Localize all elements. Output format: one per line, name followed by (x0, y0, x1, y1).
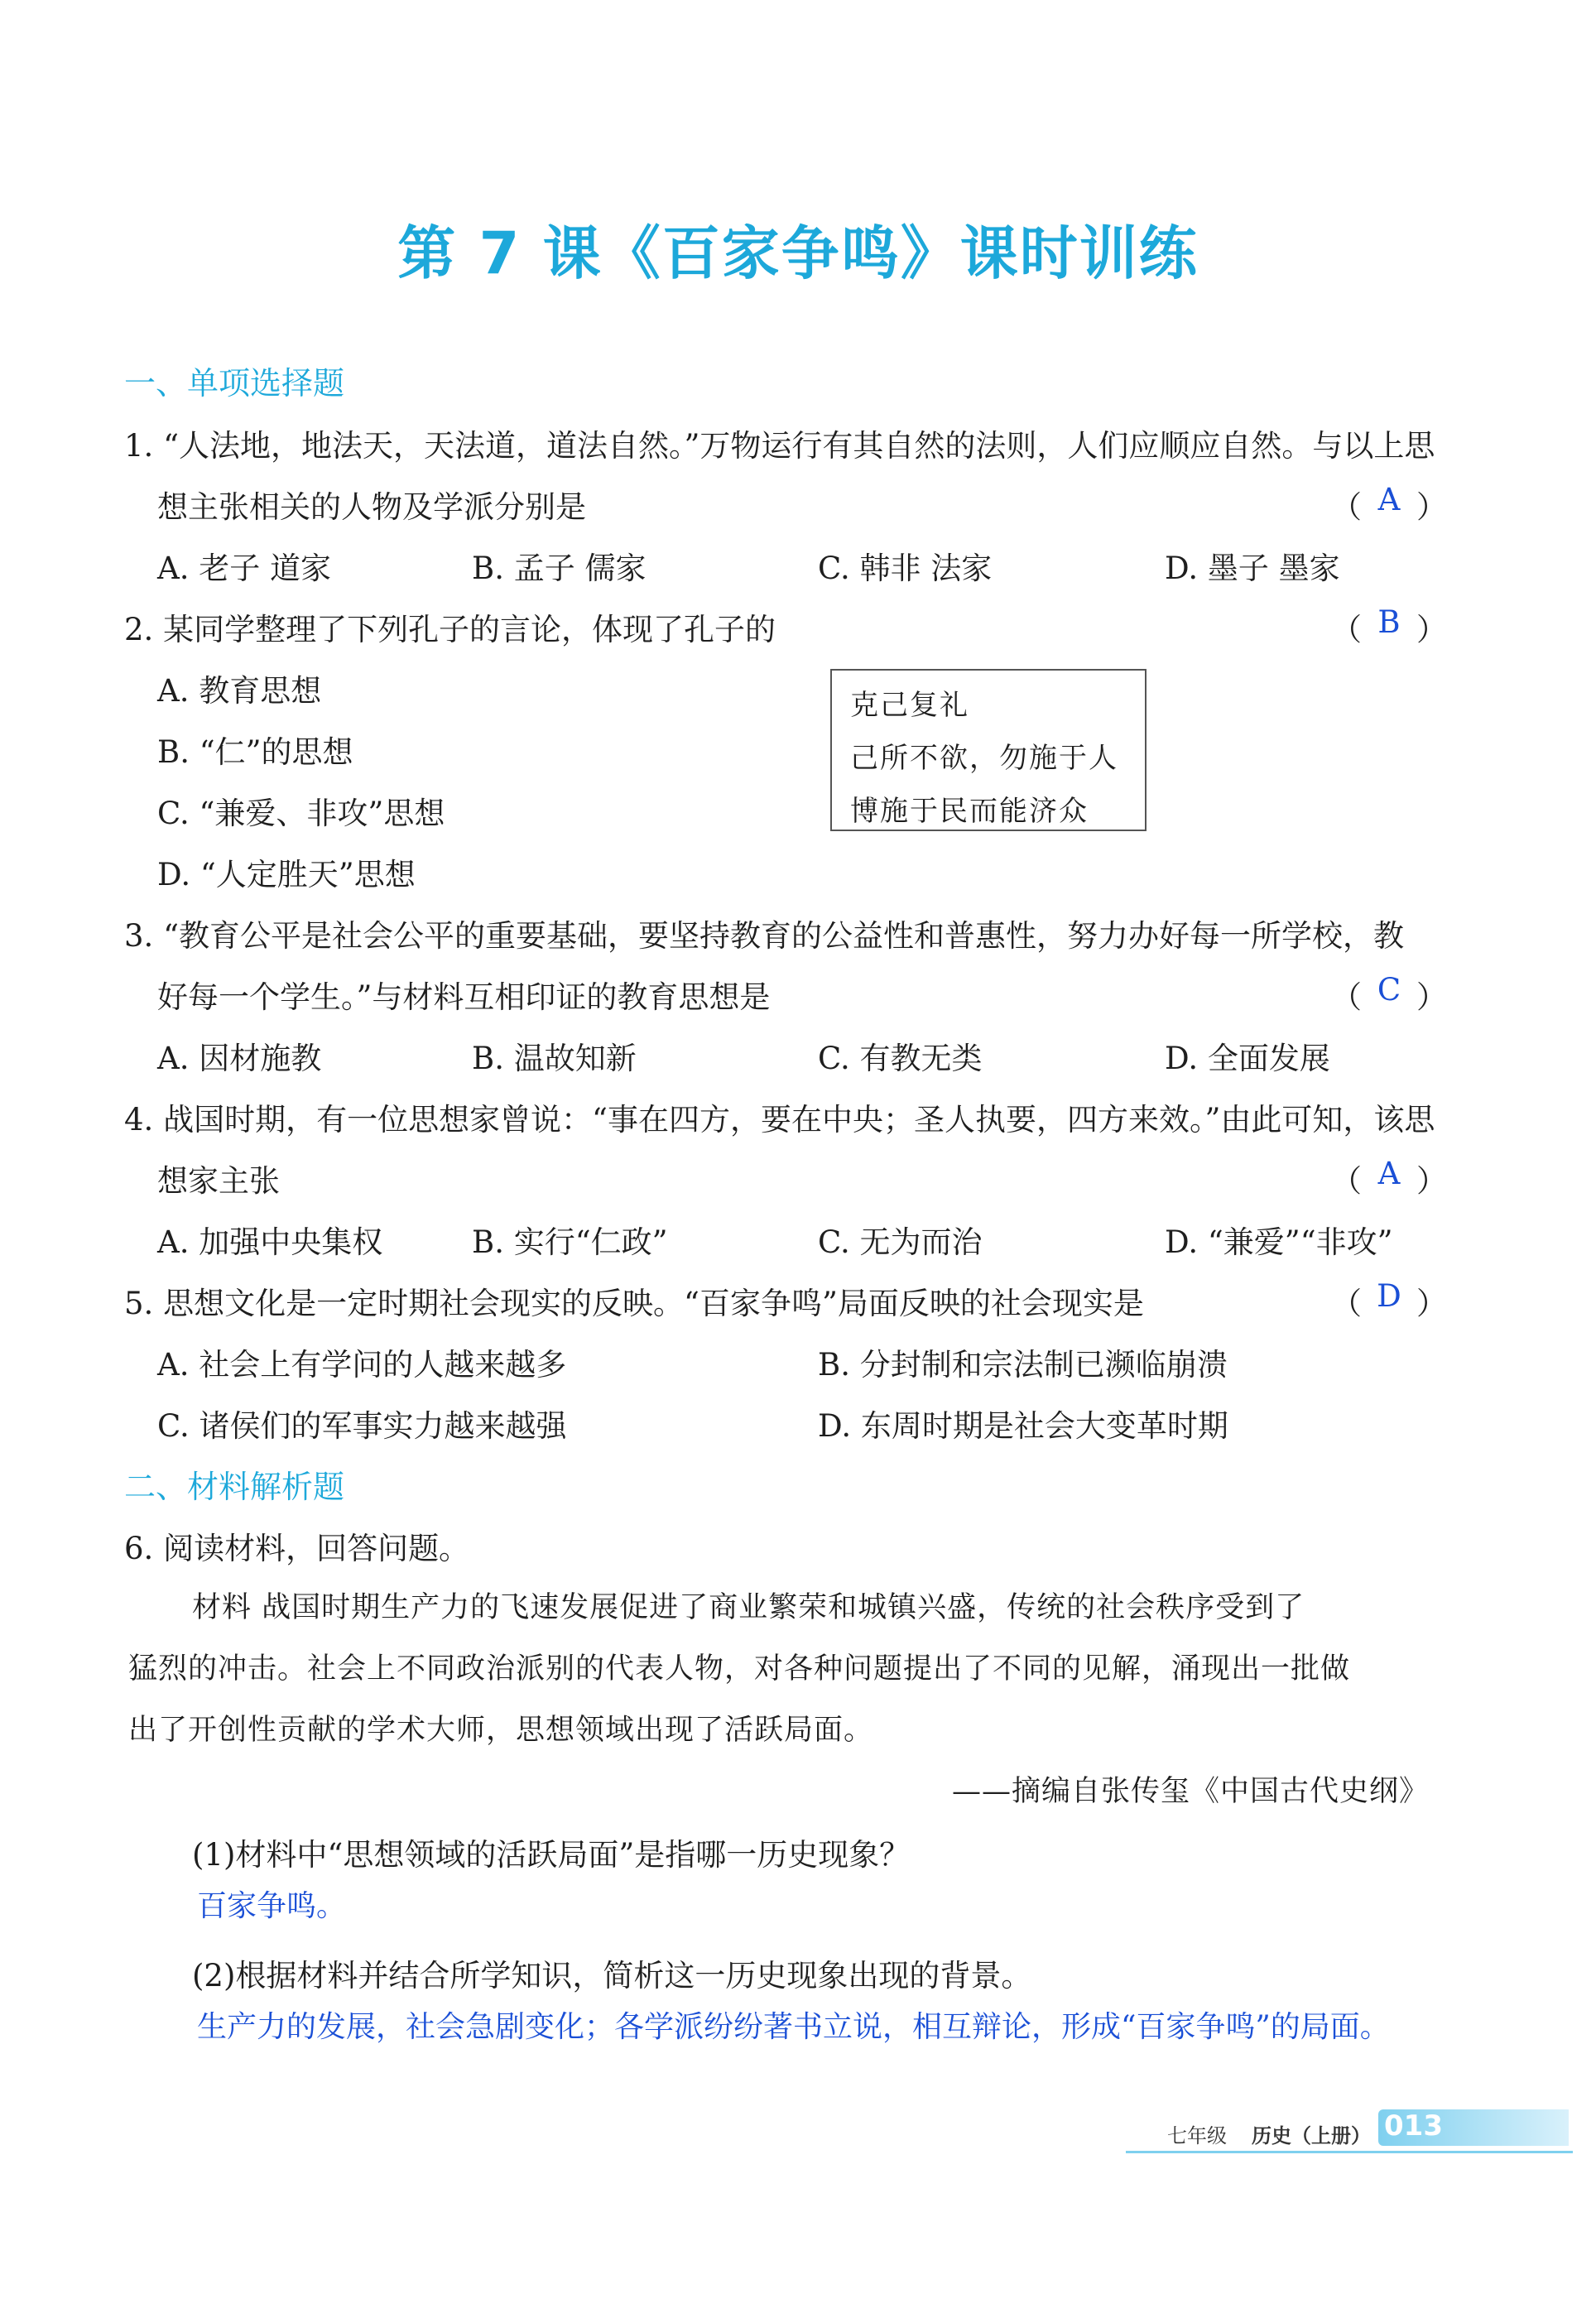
question-2-option-c: C. “兼爱、非攻”思想 (157, 796, 445, 831)
question-3-option-b: B. 温故知新 (472, 1041, 637, 1076)
question-5-option-a: A. 社会上有学问的人越来越多 (157, 1347, 567, 1383)
question-1-option-d: D. 墨子 墨家 (1165, 551, 1340, 586)
question-5-option-d: D. 东周时期是社会大变革时期 (818, 1408, 1228, 1444)
question-1-line-1: 1. “人法地，地法天，天法道，道法自然。”万物运行有其自然的法则，人们应顺应自然。与以上思 (124, 428, 1435, 464)
question-5-answer: （ D ） (1331, 1278, 1447, 1321)
material-source: ——摘编自张传玺《中国古代史纲》 (952, 1775, 1430, 1808)
question-3-option-a: A. 因材施教 (157, 1041, 322, 1076)
material-line-1: 材料 战国时期生产力的飞速发展促进了商业繁荣和城镇兴盛，传统的社会秩序受到了 (192, 1591, 1305, 1624)
quote-line-2: 己所不欲，勿施于人 (850, 742, 1118, 775)
question-6-stem: 6. 阅读材料，回答问题。 (124, 1531, 470, 1566)
quote-line-3: 博施于民而能济众 (850, 795, 1089, 828)
question-5-line-1: 5. 思想文化是一定时期社会现实的反映。“百家争鸣”局面反映的社会现实是 (124, 1286, 1144, 1321)
footer-divider (1126, 2151, 1573, 2153)
question-3-line-1: 3. “教育公平是社会公平的重要基础，要坚持教育的公益性和普惠性，努力办好每一所学校，教 (124, 918, 1404, 954)
question-5-option-c: C. 诸侯们的军事实力越来越强 (157, 1408, 567, 1444)
material-line-2: 猛烈的冲击。社会上不同政治派别的代表人物，对各种问题提出了不同的见解，涌现出一批做 (128, 1652, 1351, 1686)
question-1-option-a: A. 老子 道家 (157, 551, 332, 586)
question-1-answer: （ A ） (1331, 482, 1447, 525)
question-3-option-d: D. 全面发展 (1165, 1041, 1330, 1076)
material-line-3: 出了开创性贡献的学术大师，思想领域出现了活跃局面。 (128, 1714, 874, 1747)
question-2-option-a: A. 教育思想 (157, 673, 322, 709)
subquestion-1: (1)材料中“思想领域的活跃局面”是指哪一历史现象？ (192, 1837, 911, 1873)
page-number: 013 (1384, 2109, 1443, 2143)
question-4-line-1: 4. 战国时期，有一位思想家曾说：“事在四方，要在中央；圣人执要，四方来效。”由此可知，该思 (124, 1102, 1435, 1137)
question-3-answer: （ C ） (1331, 972, 1447, 1015)
question-2-option-b: B. “仁”的思想 (157, 734, 353, 770)
footer-grade: 七年级 (1167, 2124, 1227, 2147)
question-1-option-b: B. 孟子 儒家 (472, 551, 647, 586)
footer-subject: 历史（上册） (1252, 2123, 1371, 2147)
question-2-option-d: D. “人定胜天”思想 (157, 857, 416, 892)
question-4-line-2: 想家主张 (157, 1163, 280, 1199)
question-4-option-c: C. 无为而治 (818, 1224, 983, 1260)
page-title: 第 7 课《百家争鸣》课时训练 (397, 219, 1199, 287)
quote-line-1: 克己复礼 (850, 689, 969, 722)
question-1-line-2: 想主张相关的人物及学派分别是 (157, 489, 586, 525)
question-5-option-b: B. 分封制和宗法制已濒临崩溃 (818, 1347, 1228, 1383)
question-4-option-d: D. “兼爱”“非攻” (1165, 1224, 1393, 1260)
subquestion-1-answer: 百家争鸣。 (197, 1889, 347, 1923)
question-2-line-1: 2. 某同学整理了下列孔子的言论，体现了孔子的 (124, 612, 776, 647)
subquestion-2: (2)根据材料并结合所学知识，简析这一历史现象出现的背景。 (192, 1958, 1032, 1994)
question-2-answer: （ B ） (1331, 604, 1447, 647)
subquestion-2-answer: 生产力的发展，社会急剧变化；各学派纷纷著书立说，相互辩论，形成“百家争鸣”的局面。 (197, 2010, 1390, 2044)
section-heading-material-analysis: 二、材料解析题 (124, 1469, 345, 1505)
question-3-option-c: C. 有教无类 (818, 1041, 983, 1076)
question-4-option-a: A. 加强中央集权 (157, 1224, 383, 1260)
question-3-line-2: 好每一个学生。”与材料互相印证的教育思想是 (157, 979, 771, 1015)
section-heading-single-choice: 一、单项选择题 (124, 365, 345, 402)
question-4-option-b: B. 实行“仁政” (472, 1224, 668, 1260)
question-1-option-c: C. 韩非 法家 (818, 551, 993, 586)
confucius-quotes-box (830, 669, 1147, 831)
question-4-answer: （ A ） (1331, 1156, 1447, 1199)
